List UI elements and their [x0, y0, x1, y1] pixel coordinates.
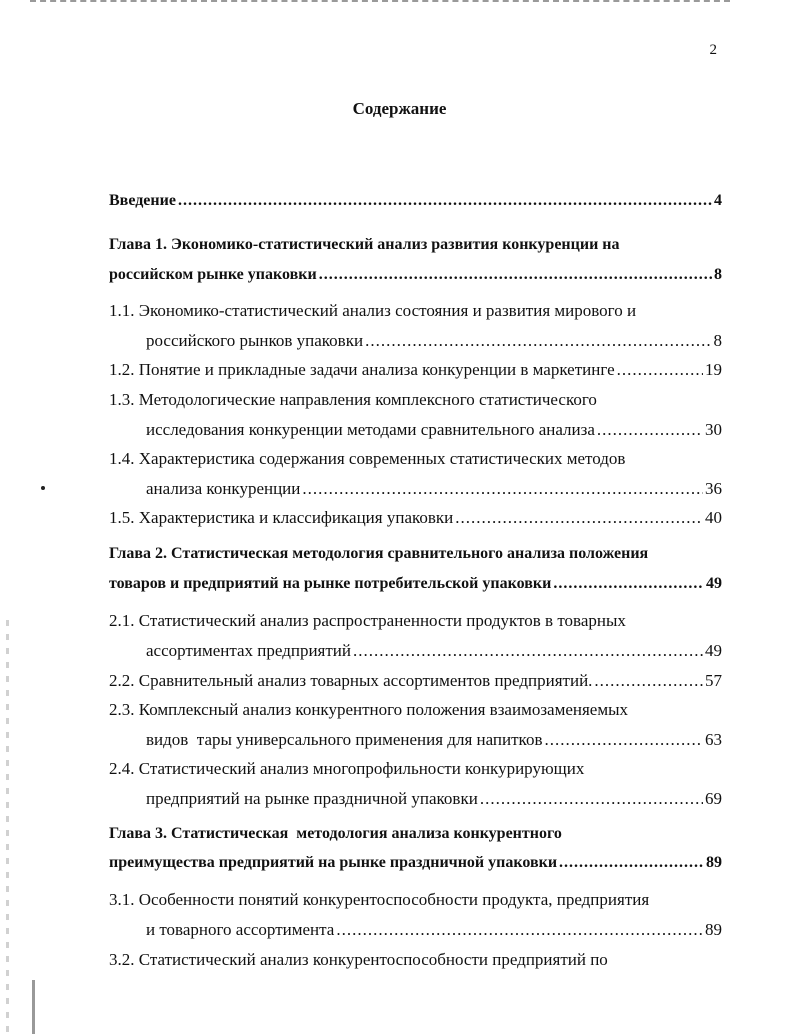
- toc-leader-dots: [302, 477, 703, 501]
- toc-entry-2-3[interactable]: [109, 698, 722, 722]
- toc-entry-page: 30: [705, 420, 722, 439]
- toc-entry-chapter-1[interactable]: [109, 233, 722, 257]
- toc-entry-text: товаров и предприятий на рынке потребительской упаковки: [109, 575, 552, 592]
- toc-entry-1-1[interactable]: [109, 299, 722, 323]
- toc-entry-text: предприятий на рынке праздничной упаковки: [146, 789, 478, 808]
- toc-leader-dots: [455, 506, 703, 530]
- toc-entry-2-1-cont[interactable]: [146, 639, 722, 663]
- toc-leader-dots: [365, 329, 711, 353]
- toc-entry-text: анализа конкуренции: [146, 479, 301, 498]
- toc-leader-dots: [617, 358, 703, 382]
- toc-leader-dots: [353, 639, 703, 663]
- toc-entry-3-1-cont[interactable]: [146, 918, 722, 942]
- toc-entry-text: 2.4. Статистический анализ многопрофильности конкурирующих: [109, 759, 585, 778]
- toc-entry-page: 63: [705, 730, 722, 749]
- toc-leader-dots: [559, 851, 704, 875]
- toc-leader-dots: [594, 669, 703, 693]
- toc-entry-2-1[interactable]: [109, 609, 722, 633]
- toc-entry-chapter-1-cont[interactable]: [109, 263, 722, 287]
- toc-leader-dots: [480, 787, 703, 811]
- scan-left-edge-artifact: [6, 620, 9, 1034]
- toc-entry-3-1[interactable]: [109, 888, 722, 912]
- toc-entry-chapter-3-cont[interactable]: [109, 851, 722, 875]
- toc-entry-text: Глава 3. Статистическая методология анализа конкурентного: [109, 825, 562, 842]
- toc-entry-page: 49: [705, 641, 722, 660]
- scan-top-artifact: [30, 0, 730, 4]
- toc-entry-page: 49: [706, 575, 722, 592]
- toc-entry-text: 1.1. Экономико-статистический анализ состояния и развития мирового и: [109, 301, 637, 320]
- toc-entry-page: 8: [714, 266, 722, 283]
- toc-leader-dots: [319, 263, 712, 287]
- toc-entry-1-3-cont[interactable]: [146, 418, 722, 442]
- toc-entry-intro[interactable]: [109, 189, 722, 213]
- toc-entry-chapter-3[interactable]: [109, 822, 722, 846]
- toc-leader-dots: [597, 418, 703, 442]
- toc-entry-text: и товарного ассортимента: [146, 920, 335, 939]
- scan-dot-artifact: [41, 486, 45, 490]
- toc-entry-text: 3.1. Особенности понятий конкурентоспособности продукта, предприятия: [109, 890, 650, 909]
- toc-entry-text: 1.4. Характеристика содержания современных статистических методов: [109, 449, 626, 468]
- toc-entry-1-4[interactable]: [109, 447, 722, 471]
- toc-entry-text: 2.1. Статистический анализ распространенности продуктов в товарных: [109, 611, 626, 630]
- toc-entry-1-4-cont[interactable]: [146, 477, 722, 501]
- toc-entry-page: 40: [705, 508, 722, 527]
- toc-leader-dots: [544, 728, 703, 752]
- toc-entry-3-2[interactable]: [109, 948, 722, 972]
- toc-entry-1-3[interactable]: [109, 388, 722, 412]
- toc-entry-text: преимущества предприятий на рынке праздничной упаковки: [109, 854, 558, 871]
- scan-left-edge-artifact-bottom: [32, 980, 35, 1034]
- toc-entry-2-2[interactable]: [109, 669, 722, 693]
- toc-entry-page: 19: [705, 360, 722, 379]
- toc-entry-text: 1.3. Методологические направления комплексного статистического: [109, 390, 597, 409]
- toc-entry-text: Глава 1. Экономико-статистический анализ развития конкуренции на: [109, 236, 620, 253]
- toc-entry-text: российского рынков упаковки: [146, 331, 364, 350]
- toc-entry-text: ассортиментах предприятий: [146, 641, 351, 660]
- toc-entry-text: 2.2. Сравнительный анализ товарных ассортиментов предприятий.: [109, 671, 593, 690]
- toc-entry-text: 1.5. Характеристика и классификация упаковки: [109, 508, 454, 527]
- page-number: 2: [709, 42, 717, 58]
- toc-entry-1-5[interactable]: [109, 506, 722, 530]
- toc-entry-page: 89: [706, 854, 722, 871]
- toc-entry-2-4[interactable]: [109, 757, 722, 781]
- toc-entry-page: 36: [705, 479, 722, 498]
- toc-entry-chapter-2[interactable]: [109, 542, 722, 566]
- toc-entry-text: Введение: [109, 192, 176, 209]
- toc-entry-text: 1.2. Понятие и прикладные задачи анализа конкуренции в маркетинге: [109, 360, 615, 379]
- toc-entry-text: российском рынке упаковки: [109, 266, 317, 283]
- toc-entry-2-4-cont[interactable]: [146, 787, 722, 811]
- toc-entry-page: 57: [705, 671, 722, 690]
- toc-entry-chapter-2-cont[interactable]: [109, 572, 722, 596]
- toc-entry-1-1-cont[interactable]: [146, 329, 722, 353]
- toc-leader-dots: [178, 189, 712, 213]
- toc-leader-dots: [336, 918, 703, 942]
- toc-entry-text: 2.3. Комплексный анализ конкурентного положения взаимозаменяемых: [109, 700, 629, 719]
- toc-entry-2-3-cont[interactable]: [146, 728, 722, 752]
- toc-entry-1-2[interactable]: [109, 358, 722, 382]
- toc-entry-text: исследования конкуренции методами сравнительного анализа: [146, 420, 595, 439]
- toc-leader-dots: [553, 572, 704, 596]
- toc-entry-text: видов тары универсального применения для напитков: [146, 730, 543, 749]
- toc-entry-page: 89: [705, 920, 722, 939]
- toc-entry-text: 3.2. Статистический анализ конкурентоспособности предприятий по: [109, 950, 608, 969]
- toc-title: Содержание: [352, 99, 447, 118]
- toc-entry-text: Глава 2. Статистическая методология сравнительного анализа положения: [109, 545, 649, 562]
- toc-entry-page: 69: [705, 789, 722, 808]
- toc-entry-page: 8: [713, 331, 722, 350]
- toc-entry-page: 4: [714, 192, 722, 209]
